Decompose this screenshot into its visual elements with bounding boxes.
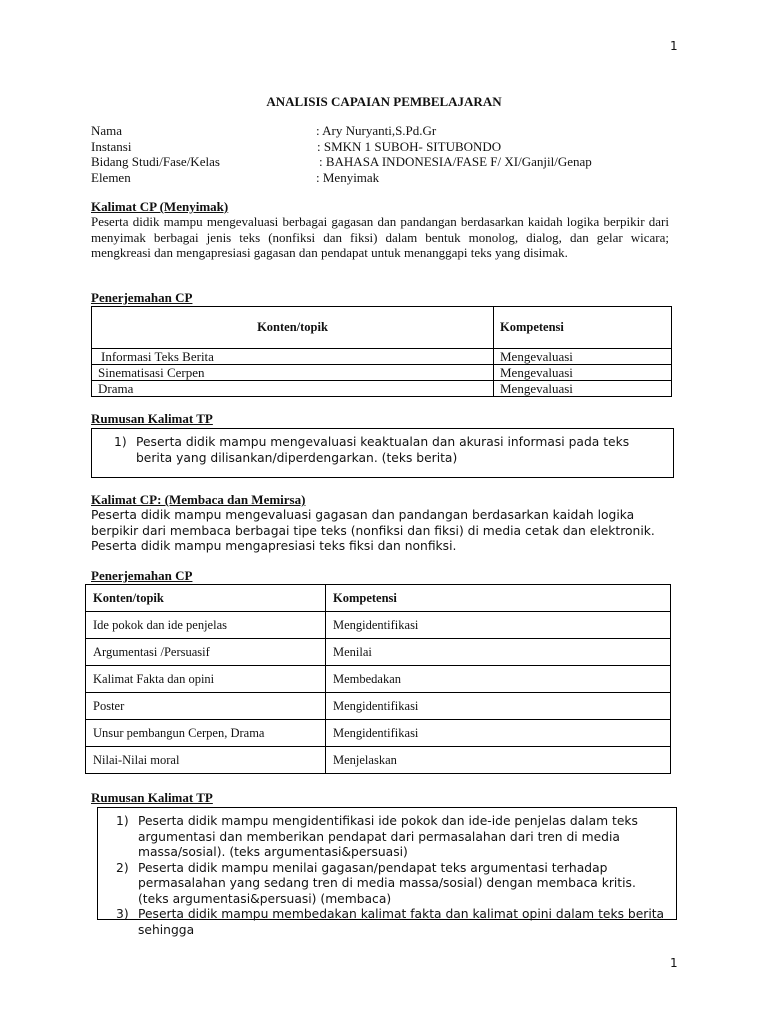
meta-value: : Ary Nuryanti,S.Pd.Gr [316,123,437,138]
table-row [92,349,672,365]
meta-label: Nama [91,123,123,138]
section1-translation-heading: Penerjemahan CP [91,290,193,305]
table-cell: Nilai-Nilai moral [86,747,326,774]
list-item [114,434,667,466]
table-cell: Mengidentifikasi [326,720,671,747]
section2-tp-box [97,807,677,937]
meta-label: Elemen [91,169,131,185]
table-row [86,639,671,666]
table-cell: Menilai [326,639,671,666]
page-number-bottom: 1 [670,956,678,970]
table-row [86,666,671,693]
page-number-top: 1 [670,39,678,53]
table-header-cell: Konten/topik [86,585,326,612]
table-header-row [86,585,671,612]
tp-list [114,434,667,466]
meta-label: Bidang Studi/Fase/Kelas [91,154,220,169]
meta-value: : Menyimak [316,169,380,185]
table-header-cell: Kompetensi [326,585,671,612]
table-cell: Informasi Teks Berita [92,349,494,365]
table-cell: Mengidentifikasi [326,612,671,639]
section1-tp-box [91,428,674,478]
section2-tp-heading: Rumusan Kalimat TP [91,790,213,805]
meta-value: : SMKN 1 SUBOH- SITUBONDO [317,138,502,154]
table-cell: Argumentasi /Persuasif [86,639,326,666]
section1-tp-heading: Rumusan Kalimat TP [91,411,213,426]
list-text: Peserta didik mampu membedakan kalimat fakta dan kalimat opini dalam teks berita sehingga [138,907,665,937]
table-row [92,365,672,381]
section2-paragraph: Peserta didik mampu mengevaluasi gagasan dan pandangan berdasarkan kaidah logika berpikir dari membaca berbagai tipe teks (nonfiksi dan fiksi) di media cetak dan elektronik. Peserta didik mampu mengapresiasi teks fiksi dan nonfiksi. [91,508,655,553]
list-number: 1) [114,435,127,449]
table-cell: Ide pokok dan ide penjelas [86,612,326,639]
table-cell: Membedakan [326,666,671,693]
table-cell: Kalimat Fakta dan opini [86,666,326,693]
table-row [86,747,671,774]
section1-translation-table [91,306,672,397]
table-header-cell: Konten/topik [92,307,494,349]
list-number: 1) [116,814,129,828]
table-cell: Mengidentifikasi [326,693,671,720]
table-row [86,720,671,747]
meta-label: Instansi [91,138,132,154]
table-cell: Drama [92,381,494,397]
section1-heading: Kalimat CP (Menyimak) [91,199,229,214]
section1-paragraph: Peserta didik mampu mengevaluasi berbagai gagasan dan pandangan berdasarkan kaidah logika berpikir dari menyimak berbagai jenis teks (nonfiksi dan fiksi) dalam bentuk monolog, dialog, dan gelar wicara; mengkreasi dan mengapresiasi gagasan dan pendapat untuk menanggapi teks yang disimak. [91,214,669,260]
list-item [116,861,670,908]
list-text: Peserta didik mampu mengevaluasi keaktualan dan akurasi informasi pada teks berita yang dilisankan/diperdengarkan. (teks berita) [136,435,630,465]
page-title: ANALISIS CAPAIAN PEMBELAJARAN [266,94,502,109]
list-text: Peserta didik mampu menilai gagasan/pendapat teks argumentasi terhadap permasalahan yang sedang tren di media massa/sosial) dengan membaca kritis. (teks argumentasi&persuasi) (membaca) [138,860,636,906]
table-cell: Poster [86,693,326,720]
table-header-row [92,307,672,349]
list-number: 2) [116,860,129,875]
meta-value: : BAHASA INDONESIA/FASE F/ XI/Ganjil/Genap [319,154,592,169]
table-cell: Mengevaluasi [494,381,672,397]
section2-heading: Kalimat CP: (Membaca dan Memirsa) [91,492,306,507]
table-cell: Mengevaluasi [494,349,672,365]
list-item [116,814,670,861]
tp-list [116,814,670,938]
table-row [86,693,671,720]
table-cell: Mengevaluasi [494,365,672,381]
section2-translation-table [85,584,671,774]
table-cell: Sinematisasi Cerpen [92,365,494,381]
list-item [116,907,670,938]
table-row [92,381,672,397]
table-header-cell: Kompetensi [494,307,672,349]
table-row [86,612,671,639]
list-text: Peserta didik mampu mengidentifikasi ide pokok dan ide-ide penjelas dalam teks argumentasi dan memberikan pendapat dari permasalahan dari tren di media massa/sosial). (teks argumentasi&persuasi) [138,814,638,859]
section2-translation-heading: Penerjemahan CP [91,568,193,583]
list-number: 3) [116,907,129,921]
table-cell: Menjelaskan [326,747,671,774]
table-cell: Unsur pembangun Cerpen, Drama [86,720,326,747]
